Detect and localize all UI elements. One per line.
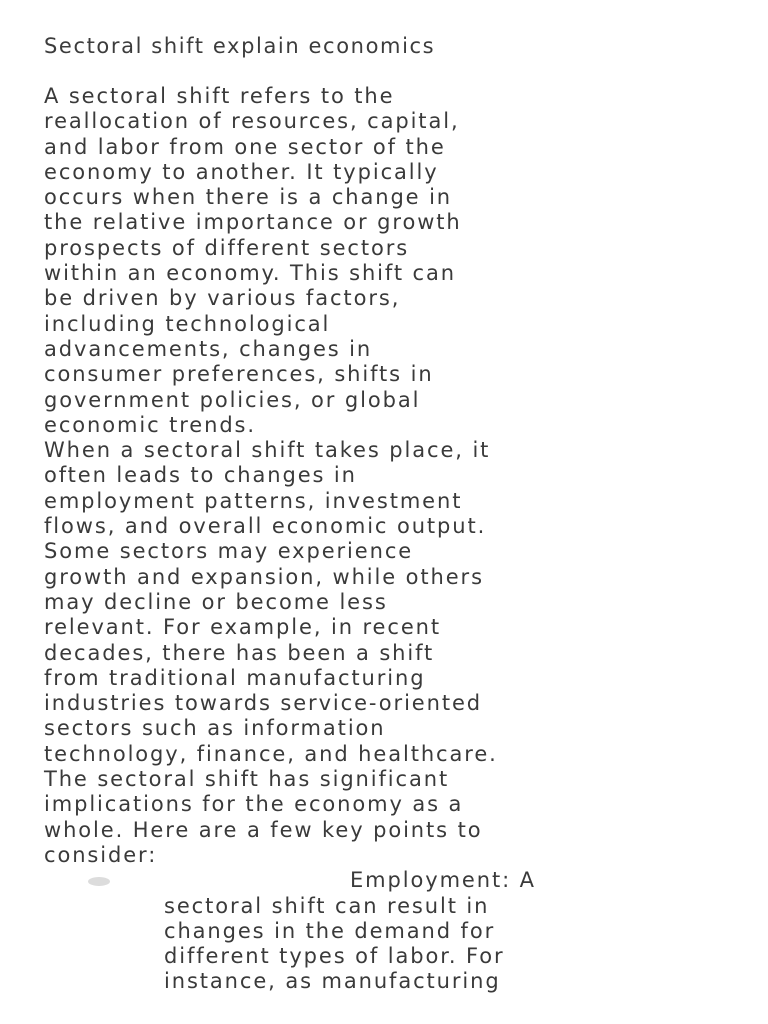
paragraph-line: often leads to changes in: [44, 463, 357, 488]
bullet-line: changes in the demand for: [164, 918, 496, 943]
document-page: [44, 30, 734, 995]
paragraph-line: advancements, changes in: [44, 336, 373, 361]
paragraph-line: occurs when there is a change in: [44, 185, 453, 210]
paragraph-line: sectors such as information: [44, 716, 386, 741]
paragraph-line: The sectoral shift has significant: [44, 767, 450, 792]
paragraph-line: the relative importance or growth: [44, 210, 462, 235]
bullet-dot-icon: [88, 877, 110, 886]
paragraph-effects: [44, 438, 734, 767]
paragraph-line: A sectoral shift refers to the: [44, 84, 395, 108]
paragraph-line: When a sectoral shift takes place, it: [44, 438, 491, 463]
paragraph-line: implications for the economy as a: [44, 792, 464, 817]
bullet-line: Employment: A: [350, 868, 536, 893]
paragraph-line: flows, and overall economic output.: [44, 514, 487, 539]
paragraph-line: may decline or become less: [44, 589, 388, 614]
paragraph-line: employment patterns, investment: [44, 488, 463, 513]
paragraph-line: Some sectors may experience: [44, 539, 414, 564]
bullet-text: [164, 868, 734, 994]
document-title: Sectoral shift explain economics: [44, 34, 436, 58]
paragraph-line: economic trends.: [44, 412, 256, 437]
paragraph-line: consider:: [44, 842, 158, 867]
paragraph-line: relevant. For example, in recent: [44, 615, 441, 640]
bullet-line: different types of labor. For: [164, 944, 505, 969]
paragraph-implications: [44, 767, 734, 868]
paragraph-line: economy to another. It typically: [44, 159, 439, 184]
paragraph-line: whole. Here are a few key points to: [44, 817, 483, 842]
paragraph-intro: [44, 84, 734, 438]
paragraph-line: prospects of different sectors: [44, 235, 410, 260]
paragraph-line: reallocation of resources, capital,: [44, 109, 460, 134]
paragraph-line: growth and expansion, while others: [44, 564, 484, 589]
paragraph-line: decades, there has been a shift: [44, 640, 435, 665]
paragraph-line: industries towards service-oriented: [44, 691, 483, 716]
paragraph-line: within an economy. This shift can: [44, 261, 456, 286]
bullet-line: sectoral shift can result in: [164, 893, 490, 918]
bullet-list-item: [44, 868, 734, 994]
paragraph-line: technology, finance, and healthcare.: [44, 741, 498, 766]
paragraph-line: consumer preferences, shifts in: [44, 362, 434, 387]
paragraph-line: from traditional manufacturing: [44, 665, 426, 690]
paragraph-line: government policies, or global: [44, 387, 421, 412]
paragraph-line: including technological: [44, 311, 331, 336]
bullet-line: instance, as manufacturing: [164, 969, 501, 994]
paragraph-line: and labor from one sector of the: [44, 134, 446, 159]
paragraph-line: be driven by various factors,: [44, 286, 401, 311]
